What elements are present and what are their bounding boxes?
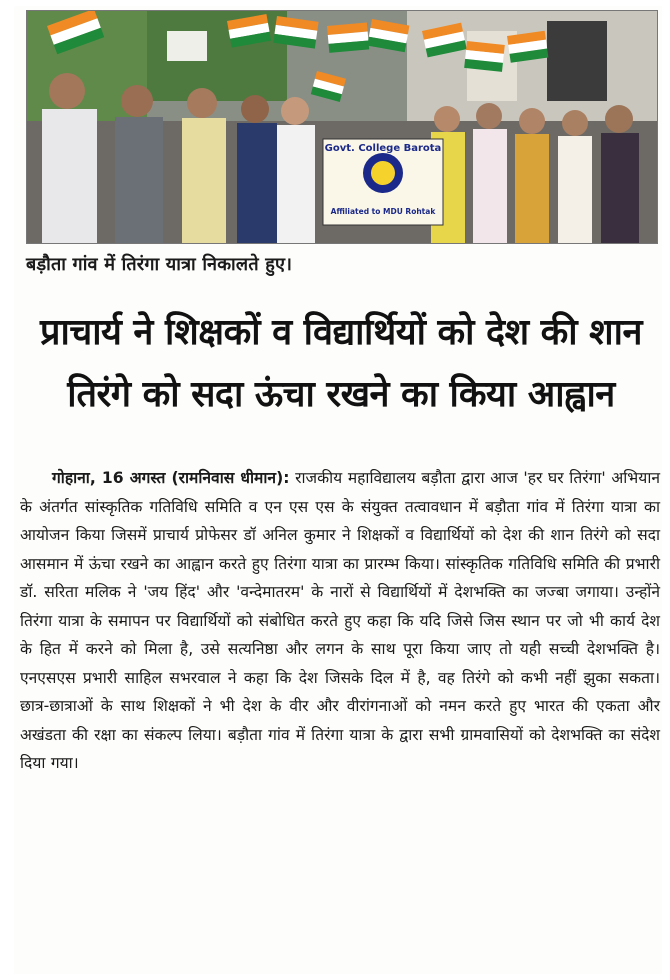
- headline-line-2: तिरंगे को सदा ऊंचा रखने का किया आह्वान: [67, 374, 615, 415]
- banner-affiliation: Affiliated to MDU Rohtak: [330, 207, 436, 216]
- banner-title: Govt. College Barota: [324, 143, 442, 154]
- headline-line-1: प्राचार्य ने शिक्षकों व विद्यार्थियों को देश की शान: [40, 312, 642, 353]
- college-banner: [323, 139, 443, 225]
- dateline: गोहाना, 16 अगस्त (रामनिवास धीमान):: [52, 469, 290, 487]
- rally-photo-image: [27, 11, 657, 243]
- article-body: [20, 464, 660, 778]
- article-body-text: राजकीय महाविद्यालय बड़ौता द्वारा आज 'हर घर तिरंगा' अभियान के अंतर्गत सांस्कृतिक गतिविधि समिति व एन एस एस के संयुक्त तत्वावधान में बड़ौता गांव में तिरंगा यात्रा का आयोजन किया जिसमें प्राचार्य प्रोफेसर डॉ अनिल कुमार ने शिक्षकों व विद्यार्थियों को देश की शान तिरंगे को सदा आसमान में ऊंचा रखने का आह्वान करते हुए तिरंगा यात्रा का प्रारम्भ किया। सांस्कृतिक गतिविधि समिति की प्रभारी डॉ. सरिता मलिक ने 'जय हिंद' और 'वन्देमातरम' के नारों से विद्यार्थियों में देशभक्ति का जज्बा जगाया। उन्होंने तिरंगा यात्रा के समापन पर विद्यार्थियों को संबोधित करते हुए कहा कि यदि जिसे जिस स्थान पर जो भी कार्य देश के हित में करने को मिला है, उसे सत्यनिष्ठा और लगन के साथ पूरा किया जाए तो यही सच्ची देशभक्ति है। एनएसएस प्रभारी साहिल सभरवाल ने कहा कि देश जिसके दिल में है, वह तिरंगे को कभी नहीं झुका सकता। छात्र-छात्राओं के साथ शिक्षकों ने भी देश के वीर और वीरांगनाओं को नमन करते हुए भारत की एकता और अखंडता की रक्षा का संकल्प लिया। बड़ौता गांव में तिरंगा यात्रा के द्वारा सभी ग्रामवासियों को देशभक्ति का संदेश दिया गया।: [20, 469, 661, 772]
- article-headline: [18, 302, 664, 426]
- photo-caption: बड़ौता गांव में तिरंगा यात्रा निकालते हुए।: [26, 254, 293, 275]
- newspaper-clipping: [14, 6, 662, 974]
- rally-photo: [26, 10, 658, 244]
